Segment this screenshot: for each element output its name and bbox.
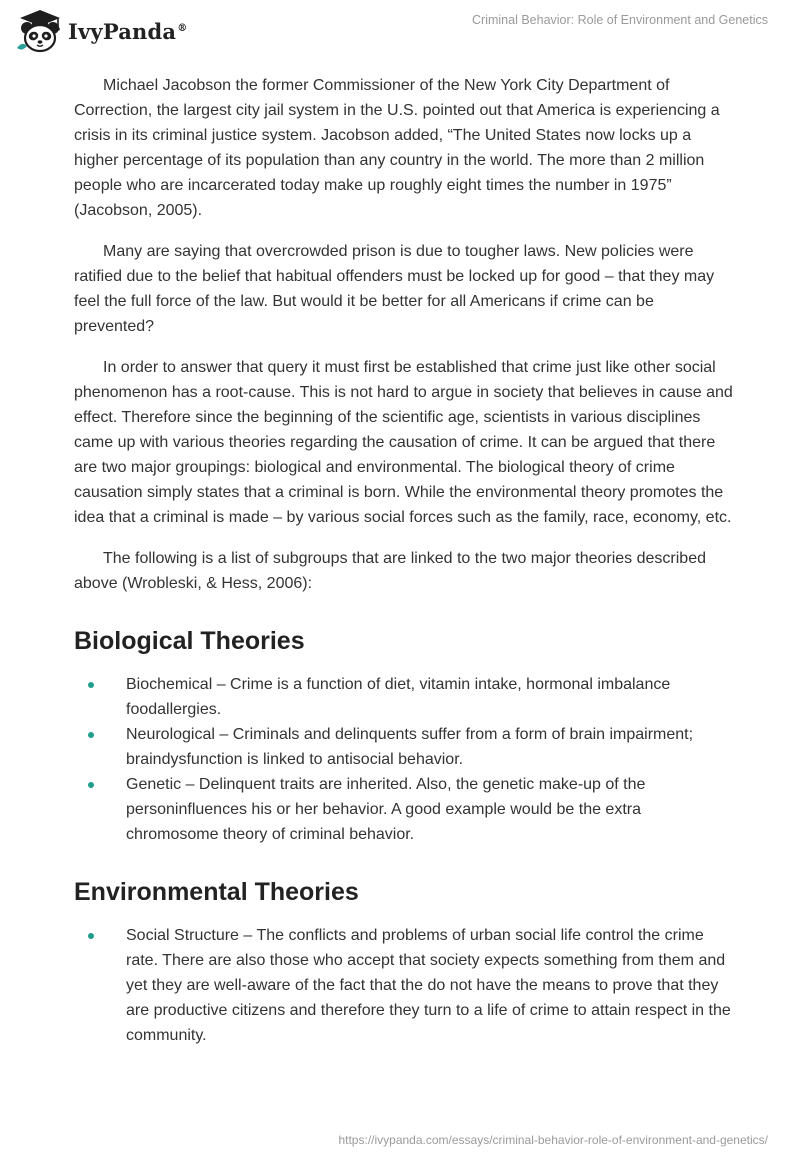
list-item-text: Neurological – Criminals and delinquents suffer from a form of brain impairment; braindysfunction is linked to antisocial behavior.	[126, 726, 694, 768]
list-item-text: Social Structure – The conflicts and problems of urban social life control the crime rate. There are also those who accept that society expects something from them and yet they are well-aware of the fact that the do not have the means to prove that they are productive citizens and therefore they turn to a life of crime to attain respect in the community.	[126, 927, 731, 1044]
document-title: Criminal Behavior: Role of Environment and Genetics	[472, 13, 768, 27]
bullet-icon	[88, 682, 94, 688]
bullet-icon	[88, 732, 94, 738]
list-item-text: Genetic – Delinquent traits are inherited. Also, the genetic make-up of the personinfluences his or her behavior. A good example would be the extra chromosome theory of criminal behavior.	[126, 776, 646, 843]
list-item	[74, 772, 734, 847]
biological-theories-list	[74, 672, 734, 847]
registered-mark: ®	[177, 22, 188, 34]
list-item	[74, 672, 734, 722]
body-paragraph: The following is a list of subgroups that are linked to the two major theories described above (Wrobleski, & Hess, 2006):	[74, 550, 706, 592]
body-paragraph: Many are saying that overcrowded prison is due to tougher laws. New policies were ratified due to the belief that habitual offenders must be locked up for good – that they may feel the full force of the law. But would it be better for all Americans if crime can be prevented?	[74, 243, 715, 335]
brand-name: IvyPanda®	[68, 18, 188, 44]
body-paragraph: In order to answer that query it must first be established that crime just like other social phenomenon has a root-cause. This is not hard to argue in society that believes in cause and effect. Therefore since the beginning of the scientific age, scientists in various disciplines came up with various theories regarding the causation of crime. It can be argued that there are two major groupings: biological and environmental. The biological theory of crime causation simply states that a criminal is born. While the environmental theory promotes the idea that a criminal is made – by various social forces such as the family, race, economy, etc.	[74, 359, 733, 526]
list-item	[74, 722, 734, 772]
ivypanda-logo[interactable]	[14, 8, 187, 54]
bullet-icon	[88, 782, 94, 788]
essay-content	[74, 73, 734, 1048]
environmental-theories-list	[74, 923, 734, 1048]
section-heading-environmental: Environmental Theories	[74, 878, 359, 906]
list-item	[74, 923, 734, 1048]
list-item-text: Biochemical – Crime is a function of diet, vitamin intake, hormonal imbalance foodallergies.	[126, 676, 671, 718]
body-paragraph: Michael Jacobson the former Commissioner of the New York City Department of Correction, the largest city jail system in the U.S. pointed out that America is experiencing a crisis in its criminal justice system. Jacobson added, “The United States now locks up a higher percentage of its population than any country in the world. The more than 2 million people who are incarcerated today make up roughly eight times the number in 1975” (Jacobson, 2005).	[74, 77, 720, 219]
section-heading-biological: Biological Theories	[74, 627, 305, 655]
page-header	[0, 0, 800, 60]
panda-graduate-logo-icon	[14, 8, 66, 54]
bullet-icon	[88, 933, 94, 939]
source-url-link[interactable]: https://ivypanda.com/essays/criminal-behavior-role-of-environment-and-genetics/	[338, 1133, 768, 1147]
